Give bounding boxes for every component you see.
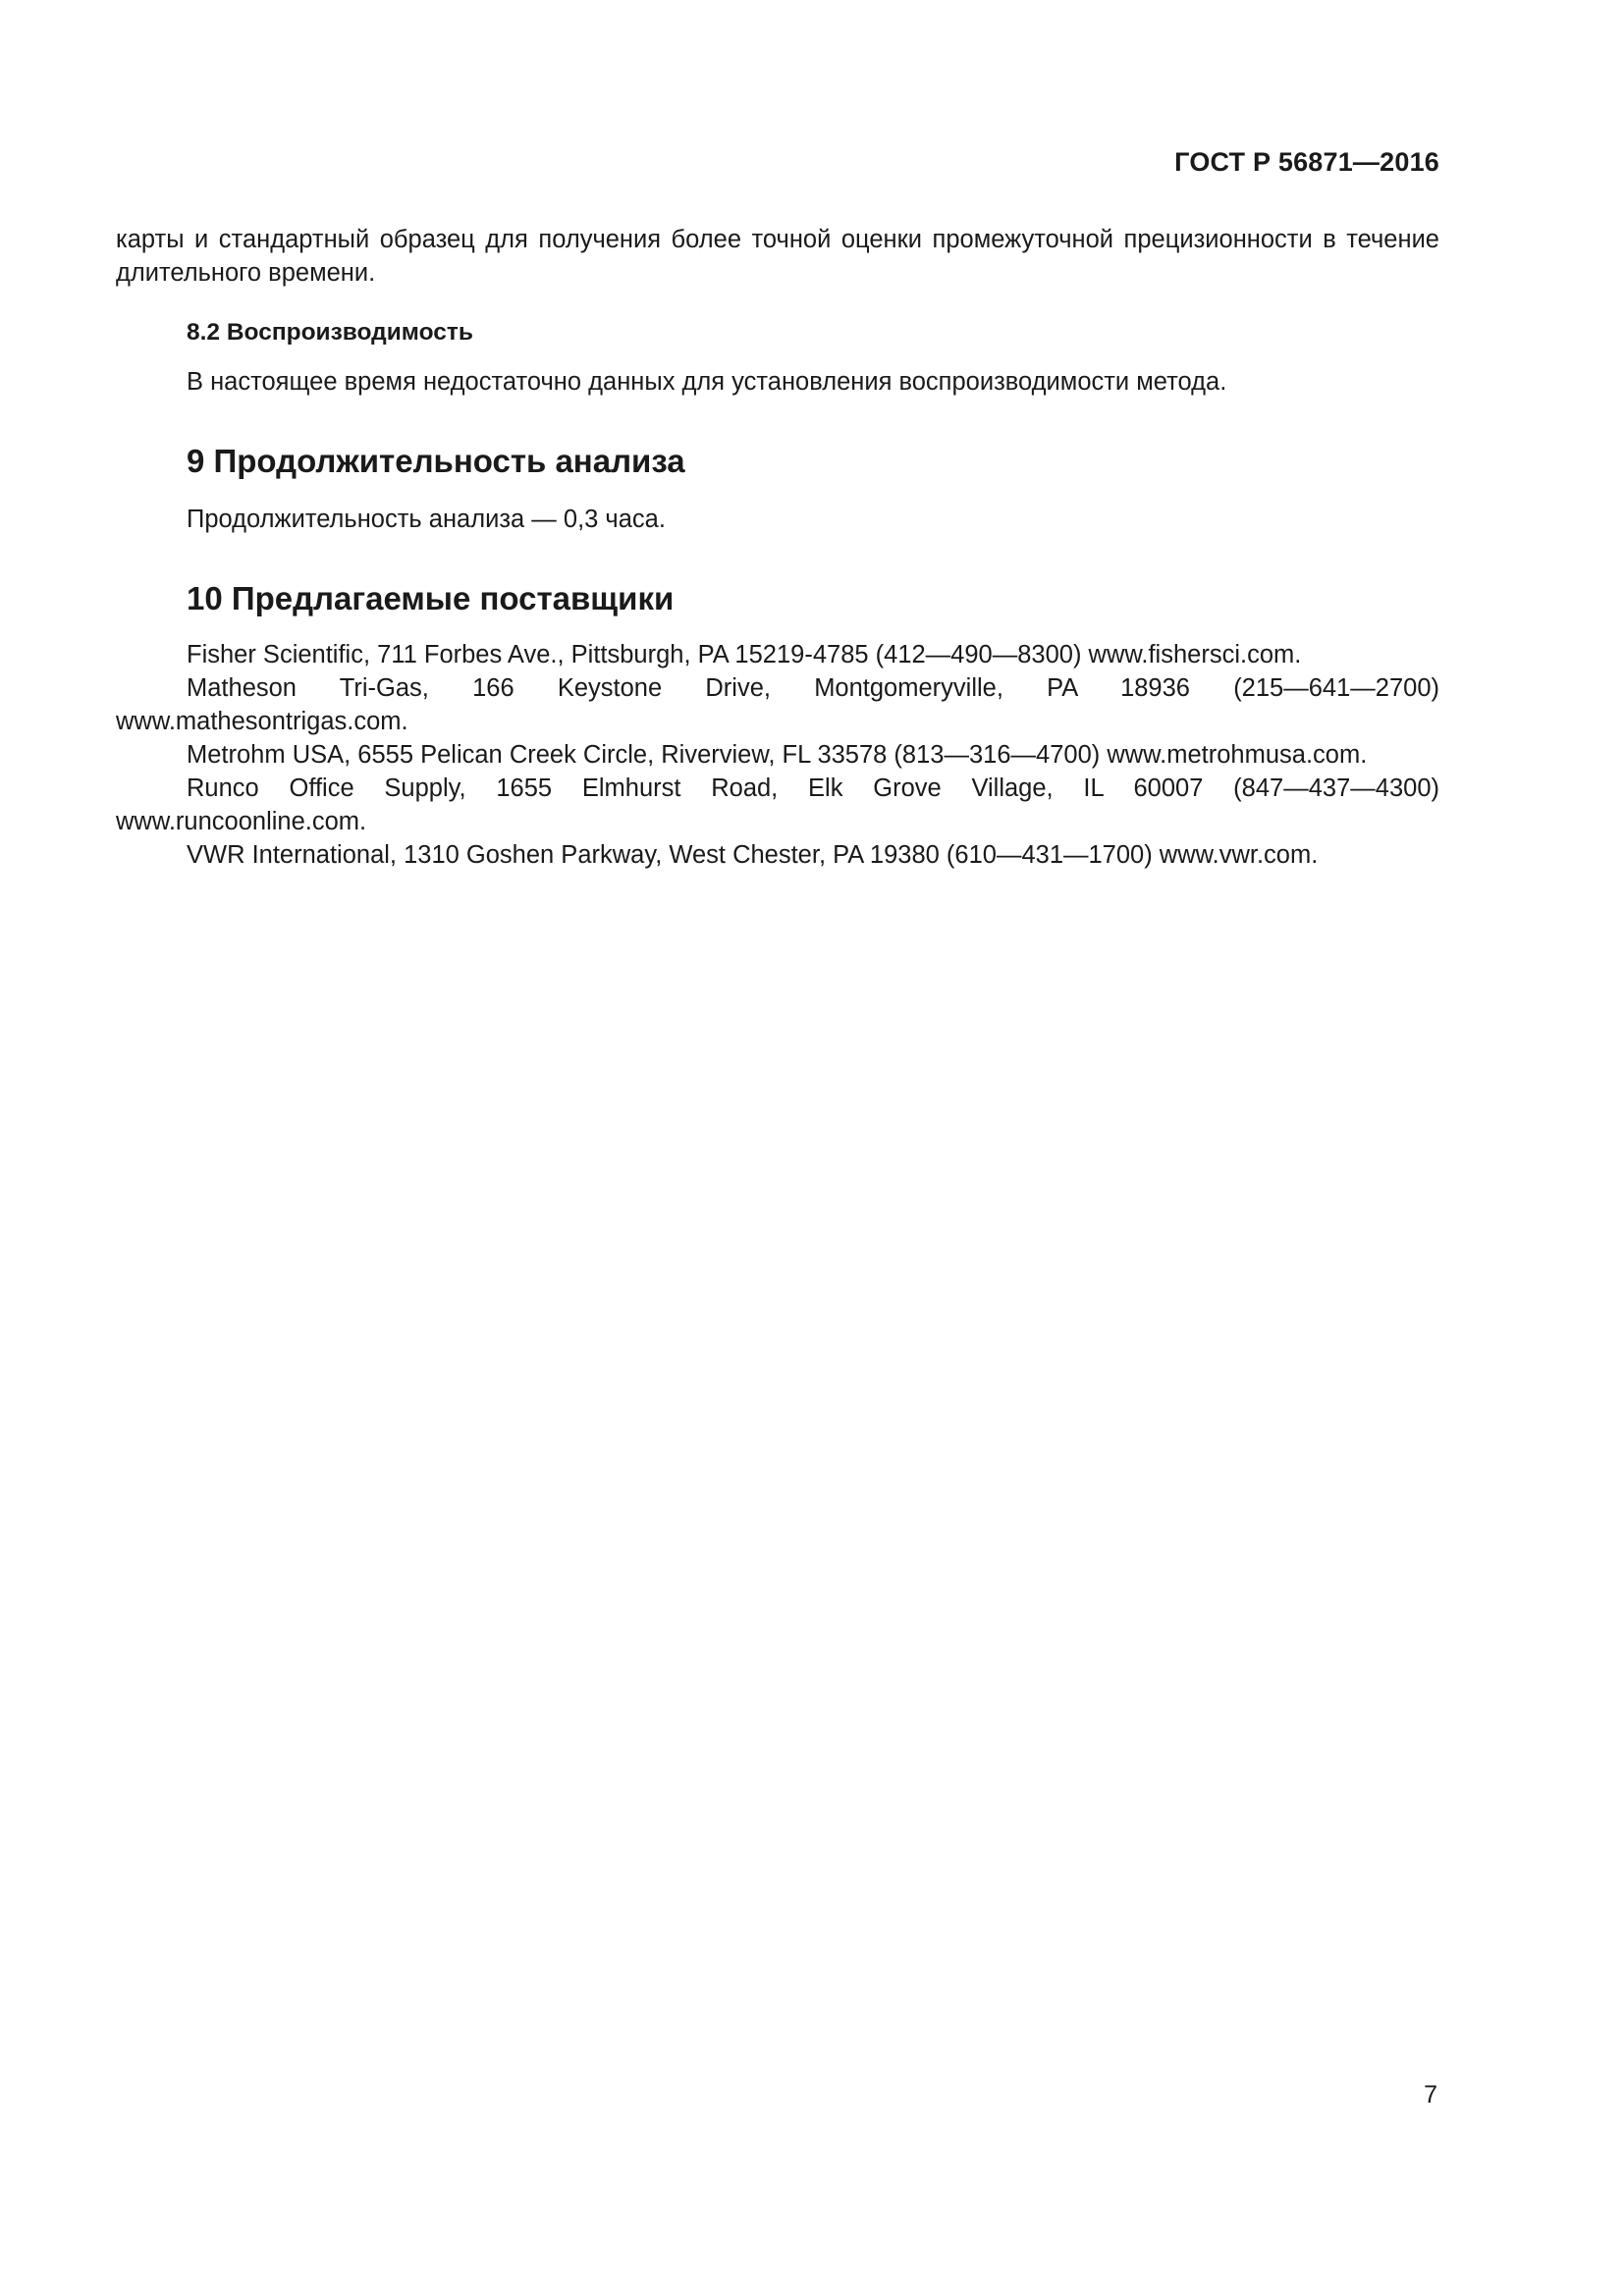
section-9-text: Продолжительность анализа — 0,3 часа. (187, 506, 666, 533)
subsection-8-2-title: 8.2 Воспроизводимость (187, 319, 473, 346)
document-body (116, 223, 1439, 872)
supplier-item-runco: Runco Office Supply, 1655 Elmhurst Road, Elk Grove Village, IL 60007 (847—437—4300) www.runcoonline.com. (116, 774, 1439, 835)
section-9-title: 9 Продолжительность анализа (187, 443, 685, 479)
page-number: 7 (1424, 2081, 1437, 2109)
section-10-title: 10 Предлагаемые поставщики (187, 580, 675, 616)
supplier-item-fisher: Fisher Scientific, 711 Forbes Ave., Pittsburgh, PA 15219-4785 (412—490—8300) www.fishersci.com. (187, 641, 1302, 668)
subsection-8-2-text: В настоящее время недостаточно данных для установления воспроизводимости метода. (187, 368, 1227, 396)
suppliers-list (116, 638, 1439, 872)
supplier-item-metrohm: Metrohm USA, 6555 Pelican Creek Circle, Riverview, FL 33578 (813—316—4700) www.metrohmusa.com. (187, 741, 1368, 769)
continuation-paragraph: карты и стандартный образец для получения более точной оценки промежуточной прецизионности в течение длительного времени. (116, 226, 1439, 287)
supplier-item-vwr: VWR International, 1310 Goshen Parkway, West Chester, PA 19380 (610—431—1700) www.vwr.com. (187, 841, 1319, 869)
document-header-id: ГОСТ Р 56871—2016 (1174, 147, 1439, 177)
supplier-item-matheson: Matheson Tri-Gas, 166 Keystone Drive, Montgomeryville, PA 18936 (215—641—2700) www.mathesontrigas.com. (116, 674, 1439, 735)
